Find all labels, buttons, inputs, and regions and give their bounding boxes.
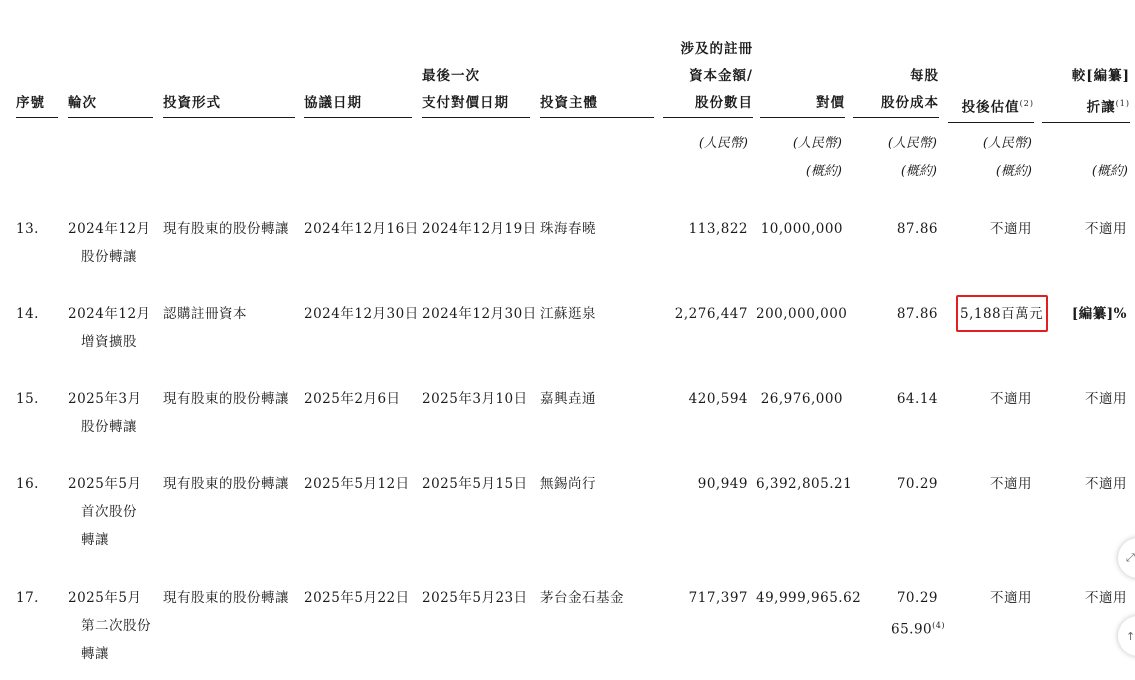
header-round: 輪次 [68,90,153,118]
header-no: 序號 [16,90,58,118]
row-13-investor: 珠海春曉 [540,221,596,237]
arrow-up-icon: ↑ [1126,629,1135,643]
row-13-date: 2024年12月16日 [304,221,419,237]
row-15-discount: 不適用 [1085,391,1127,407]
row-16-discount: 不適用 [1085,476,1127,492]
row-16-round: 2025年5月 首次股份 轉讓 [68,476,142,548]
header-form: 投資形式 [163,90,295,118]
row-17-date: 2025年5月22日 [304,590,410,606]
row-13-form: 現有股東的股份轉讓 [163,221,289,237]
row-16-amount: 90,949 [697,476,748,492]
row-13-pay-date: 2024年12月19日 [422,221,537,237]
header-valuation-note: (2) [1019,99,1034,108]
row-15-investor: 嘉興垚通 [540,391,596,407]
row-17-cost [853,584,945,644]
row-16-valuation: 不適用 [990,476,1032,492]
row-17-discount: 不適用 [1085,590,1127,606]
unit-amount: (人民幣) [698,136,748,151]
row-13-no: 13. [16,221,39,237]
row-14-pay-date: 2024年12月30日 [422,306,537,322]
unit-cost: (人民幣) (概約) [887,136,937,179]
row-14-consideration: 200,000,000 [756,306,848,322]
row-14-cost: 87.86 [896,306,938,322]
header-cost: 每股 股份成本 [853,63,939,118]
row-17-cost2-note: (4) [932,621,945,630]
row-13-discount: 不適用 [1085,221,1127,237]
row-16-form: 現有股東的股份轉讓 [163,476,289,492]
row-13-valuation: 不適用 [990,221,1032,237]
unit-discount: (概約) [1091,164,1128,179]
row-17-no: 17. [16,590,39,606]
row-14-date: 2024年12月30日 [304,306,419,322]
row-15-no: 15. [16,391,39,407]
row-16-consideration: 6,392,805.21 [756,476,853,492]
expand-widget-button[interactable] [1118,538,1135,578]
header-amount: 涉及的註冊 資本金額/ 股份數目 [663,36,753,118]
row-13-round: 2024年12月 股份轉讓 [68,221,151,265]
row-15-form: 現有股東的股份轉讓 [163,391,289,407]
header-date: 協議日期 [304,90,412,118]
unit-consideration: (人民幣) (概約) [792,136,842,179]
row-13-cost: 87.86 [896,221,938,237]
header-investor: 投資主體 [540,90,654,118]
row-17-pay-date: 2025年5月23日 [422,590,528,606]
row-14-valuation: 5,188百萬元 [960,306,1044,322]
header-pay-date: 最後一次 支付對價日期 [422,63,530,118]
row-15-round: 2025年3月 股份轉讓 [68,391,142,435]
row-15-date: 2025年2月6日 [304,391,401,407]
row-15-pay-date: 2025年3月10日 [422,391,528,407]
row-15-valuation: 不適用 [990,391,1032,407]
row-16-investor: 無錫尚行 [540,476,596,492]
row-13-amount: 113,822 [688,221,748,237]
row-16-date: 2025年5月12日 [304,476,410,492]
header-consideration: 對價 [760,90,845,118]
row-14-form: 認購註冊資本 [163,306,247,322]
row-14-investor: 江蘇逛泉 [540,306,596,322]
header-discount: 較[編纂] 折讓$^{(1)}$ [1042,63,1130,123]
row-14-discount: [編纂]% [1071,306,1127,322]
row-14-no: 14. [16,306,39,322]
row-17-valuation: 不適用 [990,590,1032,606]
header-discount-note: (1) [1115,99,1130,108]
row-17-form: 現有股東的股份轉讓 [163,590,289,606]
header-discount-label: 折讓 [1086,99,1116,116]
row-17-amount: 717,397 [688,590,748,606]
row-17-cost-value: 70.29 [896,590,938,606]
expand-icon: ⤢ [1126,551,1135,564]
row-16-no: 16. [16,476,39,492]
header-valuation-label: 投後估值 [961,99,1020,116]
row-15-amount: 420,594 [688,391,748,407]
row-17-investor: 茅台金石基金 [540,590,624,606]
row-17-round: 2025年5月 第二次股份 轉讓 [68,590,151,662]
row-16-pay-date: 2025年5月15日 [422,476,528,492]
header-valuation [948,90,1034,123]
row-17-cost2-value: 65.90 [891,621,933,638]
row-14-amount: 2,276,447 [674,306,748,322]
row-14-round: 2024年12月 增資擴股 [68,306,151,350]
row-15-cost: 64.14 [896,391,938,407]
row-15-consideration: 26,976,000 [760,391,843,407]
row-13-consideration: 10,000,000 [760,221,843,237]
row-16-cost: 70.29 [896,476,938,492]
scroll-top-widget-button[interactable] [1118,616,1135,656]
row-17-consideration: 49,999,965.62 [756,590,862,606]
unit-valuation: (人民幣) (概約) [982,136,1032,179]
